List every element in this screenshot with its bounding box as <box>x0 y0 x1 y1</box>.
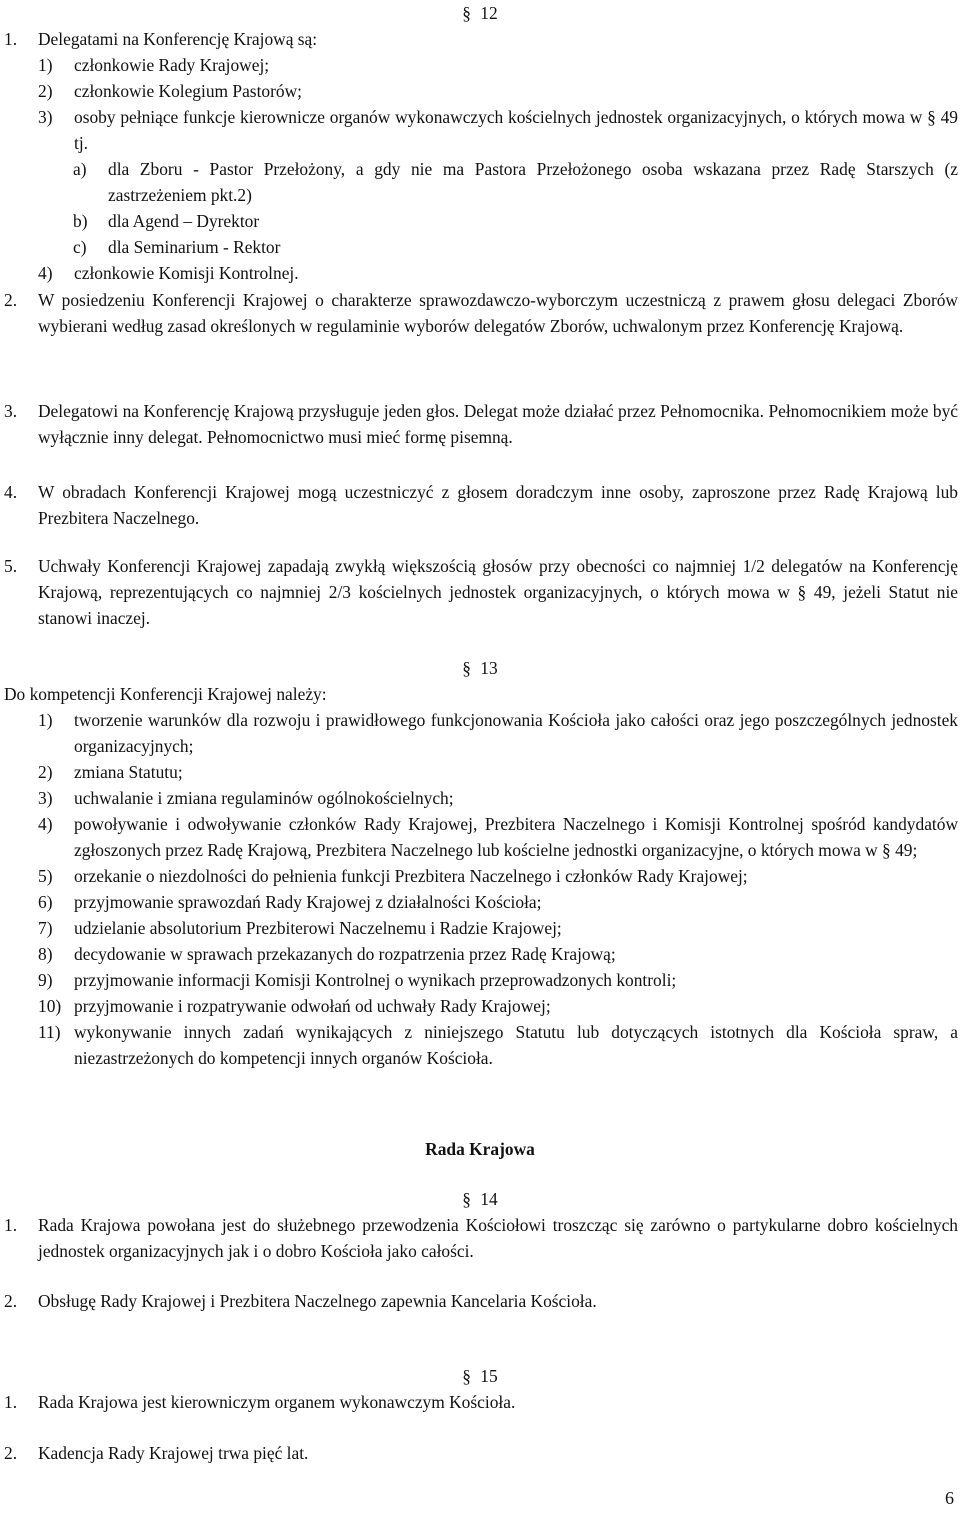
list-item-text: decydowanie w sprawach przekazanych do rozpatrzenia przez Radę Krajową; <box>74 944 616 964</box>
list-item <box>0 863 958 889</box>
section-symbol: § <box>462 1189 471 1209</box>
section-heading <box>0 0 960 26</box>
list-item-number: 9) <box>38 970 53 990</box>
list-item <box>0 78 958 104</box>
list-item <box>0 811 958 863</box>
list-item-text: zmiana Statutu; <box>74 762 183 782</box>
list-subitem-letter: a) <box>73 159 87 179</box>
list-item <box>0 915 958 941</box>
list-item-text: przyjmowanie sprawozdań Rady Krajowej z działalności Kościoła; <box>74 892 542 912</box>
paragraph-number: 5. <box>4 556 18 576</box>
list-item <box>0 1019 958 1071</box>
section-12-paragraph-4 <box>0 479 960 531</box>
list-item-text: członkowie Komisji Kontrolnej. <box>74 263 299 283</box>
section-15 <box>0 1363 960 1466</box>
list-item-text: członkowie Kolegium Pastorów; <box>74 81 302 101</box>
section-heading <box>0 1363 960 1389</box>
list-item <box>0 104 958 156</box>
section-number: 13 <box>480 658 498 678</box>
list-item-number: 4) <box>38 814 53 834</box>
section-12-paragraph-5 <box>0 553 960 631</box>
paragraph-1 <box>0 26 958 52</box>
list-item-text: przyjmowanie informacji Komisji Kontrolnej o wynikach przeprowadzonych kontroli; <box>74 970 677 990</box>
paragraph-3 <box>0 398 958 450</box>
list-item <box>0 941 958 967</box>
section-heading <box>0 655 960 681</box>
list-subitem <box>0 234 958 260</box>
list-item-text: wykonywanie innych zadań wynikających z niniejszego Statutu lub dotyczących istotnych dla Kościoła spraw, a niezastrzeżonych do kompetencji innych organów Kościoła. <box>74 1022 958 1068</box>
list-item-number: 10) <box>38 996 62 1016</box>
list-subitem <box>0 156 958 208</box>
list-item <box>0 967 958 993</box>
list-subitem-text: dla Seminarium - Rektor <box>108 237 281 257</box>
paragraph-number: 3. <box>4 401 18 421</box>
list-item-text: tworzenie warunków dla rozwoju i prawidłowego funkcjonowania Kościoła jako całości oraz jego poszczególnych jednostek organizacyjnych; <box>74 710 958 756</box>
list-item <box>0 993 958 1019</box>
list-subitem <box>0 208 958 234</box>
list-subitem-text: dla Agend – Dyrektor <box>108 211 260 231</box>
list-item-number: 8) <box>38 944 53 964</box>
section-symbol: § <box>462 1366 471 1386</box>
paragraph-1 <box>0 1212 958 1264</box>
paragraph-text: Obsługę Rady Krajowej i Prezbitera Naczelnego zapewnia Kancelaria Kościoła. <box>38 1291 597 1311</box>
paragraph-text: W obradach Konferencji Krajowej mogą uczestniczyć z głosem doradczym inne osoby, zaproszone przez Radę Krajową lub Prezbitera Naczelnego. <box>38 482 958 528</box>
list-subitem-letter: c) <box>73 237 87 257</box>
list-item-number: 11) <box>38 1022 61 1042</box>
paragraph-number: 1. <box>4 29 18 49</box>
section-14 <box>0 1136 960 1314</box>
section-12-paragraph-3 <box>0 398 960 450</box>
paragraph-text: Delegatowi na Konferencję Krajową przysługuje jeden głos. Delegat może działać przez Pełnomocnika. Pełnomocnikiem może być wyłącznie inny delegat. Pełnomocnictwo musi mieć formę pisemną. <box>38 401 958 447</box>
section-symbol: § <box>462 658 471 678</box>
list-item-number: 1) <box>38 55 53 75</box>
paragraph-number: 2. <box>4 1291 18 1311</box>
page-number: 6 <box>945 1488 954 1508</box>
list-item <box>0 785 958 811</box>
list-item-text: orzekanie o niezdolności do pełnienia funkcji Prezbitera Naczelnego i członków Rady Krajowej; <box>74 866 748 886</box>
paragraph-number: 1. <box>4 1215 18 1235</box>
list-item-number: 1) <box>38 710 53 730</box>
list-item-number: 3) <box>38 788 53 808</box>
list-item-text: członkowie Rady Krajowej; <box>74 55 270 75</box>
list-item-number: 4) <box>38 263 53 283</box>
paragraph-text: Rada Krajowa jest kierowniczym organem wykonawczym Kościoła. <box>38 1392 516 1412</box>
paragraph-text: Kadencja Rady Krajowej trwa pięć lat. <box>38 1443 309 1463</box>
paragraph-number: 2. <box>4 290 18 310</box>
list-item <box>0 889 958 915</box>
list-item-number: 2) <box>38 81 53 101</box>
list-item-text: uchwalanie i zmiana regulaminów ogólnokościelnych; <box>74 788 454 808</box>
section-13 <box>0 655 960 1071</box>
paragraph-5 <box>0 553 958 631</box>
list-item-text: powoływanie i odwoływanie członków Rady Krajowej, Prezbitera Naczelnego i Komisji Kontrolnej spośród kandydatów zgłoszonych przez Radę Krajową, Prezbitera Naczelnego lub kościelne jednostki organizacyjne, o których mowa w § 49; <box>74 814 958 860</box>
section-12-paragraph-2 <box>0 287 960 339</box>
list-item-number: 2) <box>38 762 53 782</box>
list-item-number: 6) <box>38 892 53 912</box>
list-item-number: 5) <box>38 866 53 886</box>
paragraph-text: Rada Krajowa powołana jest do służebnego przewodzenia Kościołowi troszcząc się zarówno o partykularne dobro kościelnych jednostek organizacyjnych jak i o dobro Kościoła jako całości. <box>38 1215 958 1261</box>
list-item <box>0 707 958 759</box>
paragraph-text: Delegatami na Konferencję Krajową są: <box>38 29 318 49</box>
paragraph-number: 4. <box>4 482 18 502</box>
paragraph-text: W posiedzeniu Konferencji Krajowej o charakterze sprawozdawczo-wyborczym uczestniczą z prawem głosu delegaci Zborów wybierani według zasad określonych w regulaminie wyborów delegatów Zborów, uchwalonym przez Konferencję Krajową. <box>38 290 958 336</box>
paragraph-4 <box>0 479 958 531</box>
list-item-number: 7) <box>38 918 53 938</box>
list-subitem-text: dla Zboru - Pastor Przełożony, a gdy nie ma Pastora Przełożonego osoba wskazana przez Radę Starszych (z zastrzeżeniem pkt.2) <box>108 159 958 205</box>
list-item <box>0 260 958 286</box>
list-subitem-letter: b) <box>73 211 88 231</box>
list-item-text: przyjmowanie i rozpatrywanie odwołań od uchwały Rady Krajowej; <box>74 996 551 1016</box>
section-number: 14 <box>480 1189 498 1209</box>
section-12 <box>0 0 960 286</box>
paragraph-text: Uchwały Konferencji Krajowej zapadają zwykłą większością głosów przy obecności co najmniej 1/2 delegatów na Konferencję Krajową, reprezentujących co najmniej 2/3 kościelnych jednostek organizacyjnych, o których mowa w § 49, jeżeli Statut nie stanowi inaczej. <box>38 556 958 628</box>
paragraph-2 <box>0 287 958 339</box>
paragraph-1 <box>0 1389 958 1415</box>
paragraph-2 <box>0 1288 958 1314</box>
section-intro: Do kompetencji Konferencji Krajowej należy: <box>4 684 327 704</box>
paragraph-number: 1. <box>4 1392 18 1412</box>
section-symbol: § <box>462 3 471 23</box>
list-item-text: osoby pełniące funkcje kierownicze organów wykonawczych kościelnych jednostek organizacyjnych, o których mowa w § 49 tj. <box>74 107 958 153</box>
paragraph-number: 2. <box>4 1443 18 1463</box>
list-item <box>0 52 958 78</box>
section-number: 15 <box>480 1366 498 1386</box>
list-item-text: udzielanie absolutorium Prezbiterowi Naczelnemu i Radzie Krajowej; <box>74 918 562 938</box>
section-number: 12 <box>480 3 498 23</box>
list-item <box>0 759 958 785</box>
list-item-number: 3) <box>38 107 53 127</box>
chapter-heading: Rada Krajowa <box>425 1139 535 1159</box>
section-heading <box>0 1186 960 1212</box>
paragraph-2 <box>0 1440 958 1466</box>
